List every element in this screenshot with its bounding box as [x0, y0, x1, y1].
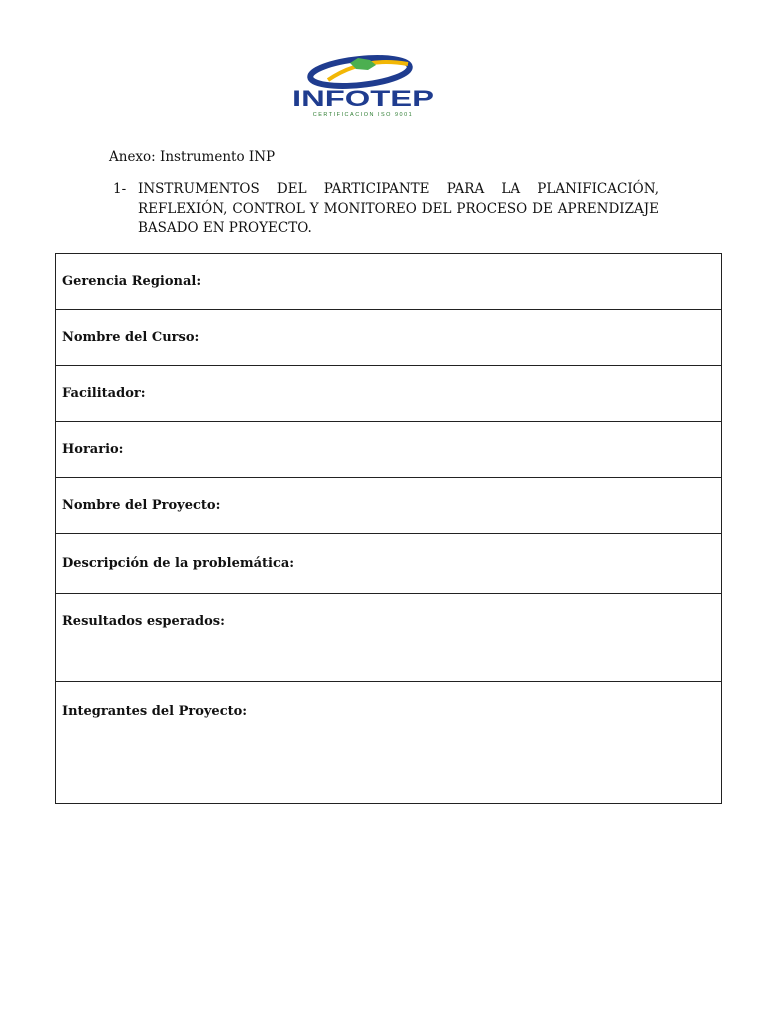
project-form-table	[55, 253, 722, 804]
form-row-integrantes-proyecto	[56, 682, 722, 804]
form-row-facilitador	[56, 366, 722, 422]
heading-text: INSTRUMENTOS DEL PARTICIPANTE PARA LA PLANIFICACIÓN, REFLEXIÓN, CONTROL Y MONITOREO DEL PROCESO DE APRENDIZAJE BASADO EN PROYECTO.	[138, 181, 659, 236]
form-row-nombre-proyecto	[56, 478, 722, 534]
field-horario: Horario:	[56, 422, 722, 478]
annex-title: Anexo: Instrumento INP	[109, 149, 276, 165]
infotep-logo-graphic	[288, 54, 438, 120]
field-nombre-curso: Nombre del Curso:	[56, 310, 722, 366]
field-resultados-esperados: Resultados esperados:	[56, 594, 722, 682]
form-row-descripcion-problematica	[56, 534, 722, 594]
field-descripcion-problematica: Descripción de la problemática:	[56, 534, 722, 594]
form-row-resultados-esperados	[56, 594, 722, 682]
infotep-logo	[288, 54, 438, 120]
logo-brand-text: INFOTEP	[292, 86, 434, 111]
form-row-gerencia-regional	[56, 254, 722, 310]
form-row-horario	[56, 422, 722, 478]
form-row-nombre-curso	[56, 310, 722, 366]
field-integrantes-proyecto: Integrantes del Proyecto:	[56, 682, 722, 804]
heading-number: 1-	[113, 181, 127, 197]
logo-tagline-text: CERTIFICACION ISO 9001	[312, 112, 414, 118]
field-facilitador: Facilitador:	[56, 366, 722, 422]
section-heading	[113, 180, 659, 239]
field-gerencia-regional: Gerencia Regional:	[56, 254, 722, 310]
field-nombre-proyecto: Nombre del Proyecto:	[56, 478, 722, 534]
